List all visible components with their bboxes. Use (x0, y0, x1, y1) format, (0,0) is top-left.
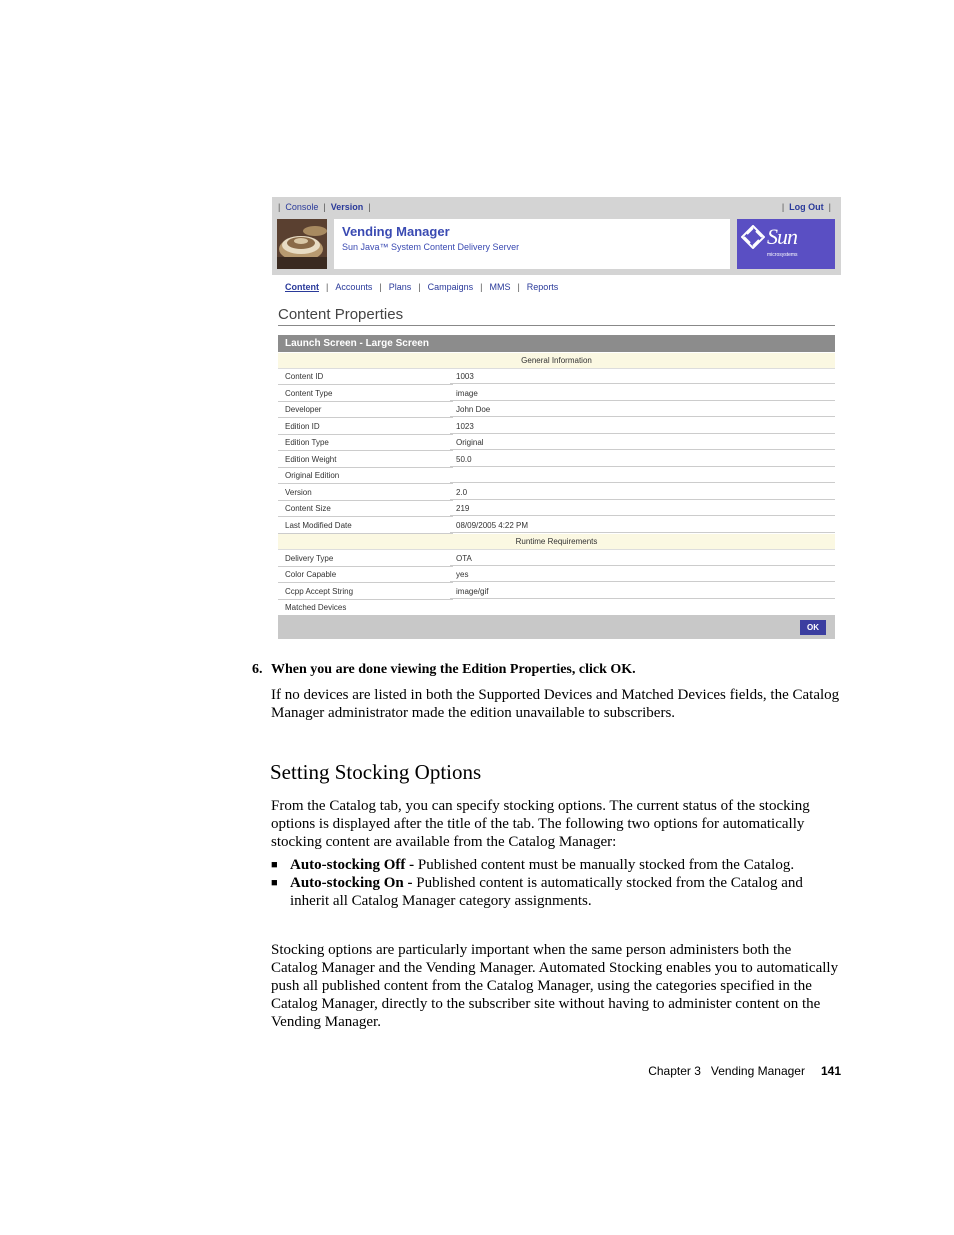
closing-paragraph: Stocking options are particularly important when the same person administers both the Catalog Manager and the Vending Manager. Automated Stocking enables you to automatically push all published content from the Catalog Manager, using the categories specified in the Catalog Manager, directly to the subscriber site without having to administer content on the Vending Manager. (271, 942, 839, 1030)
row-label: Version (278, 485, 453, 501)
sun-diamond-icon (741, 225, 765, 249)
tab-mms[interactable]: MMS (489, 282, 511, 292)
top-links: | Console | Version | (278, 202, 371, 212)
bullet-text: Published content is automatically stocked from the Catalog and inherit all Catalog Manager category assignments. (290, 875, 803, 909)
step-text: When you are done viewing the Edition Properties, click OK. (271, 662, 636, 677)
intro-paragraph: From the Catalog tab, you can specify stocking options. The current status of the stocking options is displayed after the title of the tab. The following two options for automatically stocking content are available from the Catalog Manager: (271, 798, 810, 850)
table-row (278, 369, 835, 385)
table-row (278, 452, 835, 468)
sun-logo-small: microsystems (767, 252, 798, 258)
row-label: Content Type (278, 386, 453, 402)
app-subtitle: Sun Java™ System Content Delivery Server (342, 242, 520, 252)
row-value: image (450, 386, 835, 401)
table-row (278, 435, 835, 451)
step-note: If no devices are listed in both the Supported Devices and Matched Devices fields, the Catalog Manager administrator made the edition unavailable to subscribers. (271, 687, 840, 721)
bullet-square-icon: ■ (271, 877, 278, 889)
page-title: Content Properties (278, 306, 404, 323)
logout-link[interactable]: Log Out (789, 202, 824, 212)
row-value: 1003 (450, 369, 835, 384)
title-divider (278, 325, 835, 326)
table-footer (278, 615, 835, 639)
row-label: Delivery Type (278, 551, 453, 567)
table-row (278, 485, 835, 501)
row-label: Content ID (278, 369, 453, 385)
tab-bar: Content | Accounts | Plans | Campaigns | MMS | Reports (285, 282, 559, 292)
runtime-requirements-header: Runtime Requirements (278, 534, 835, 550)
tab-campaigns[interactable]: Campaigns (427, 282, 474, 292)
row-label: Color Capable (278, 567, 453, 583)
sun-logo (737, 219, 835, 269)
stocking-options-list (271, 856, 841, 910)
table-row (278, 600, 835, 616)
app-title: Vending Manager (342, 224, 450, 239)
bullet-square-icon: ■ (271, 859, 278, 871)
row-value: 2.0 (450, 485, 835, 500)
row-label: Developer (278, 402, 453, 418)
table-row (278, 386, 835, 402)
row-label: Edition Weight (278, 452, 453, 468)
table-row (278, 518, 835, 534)
row-label: Original Edition (278, 468, 453, 484)
version-link[interactable]: Version (330, 202, 364, 212)
top-bar (272, 197, 841, 218)
table-row (278, 419, 835, 435)
page-number: 141 (820, 1064, 841, 1078)
bullet-term: Auto-stocking On - (290, 875, 413, 891)
table-row (278, 402, 835, 418)
general-information-header: General Information (278, 353, 835, 369)
footer-title: Vending Manager (710, 1064, 805, 1078)
row-label: Content Size (278, 501, 453, 517)
bullet-text: Published content must be manually stocked from the Catalog. (414, 857, 795, 873)
tab-reports[interactable]: Reports (526, 282, 559, 292)
row-value: 50.0 (450, 452, 835, 467)
table-row (278, 468, 835, 484)
row-value (450, 468, 835, 483)
app-title-box (334, 219, 730, 269)
logout-area: | Log Out | (781, 202, 831, 212)
row-value: yes (450, 567, 835, 582)
table-row (278, 551, 835, 567)
row-value: John Doe (450, 402, 835, 417)
row-value: 08/09/2005 4:22 PM (450, 518, 835, 533)
film-reel-icon (277, 219, 327, 269)
tab-plans[interactable]: Plans (388, 282, 412, 292)
tab-content[interactable]: Content (285, 282, 319, 292)
ok-button[interactable]: OK (800, 620, 826, 635)
row-value: Original (450, 435, 835, 450)
row-label: Matched Devices (285, 603, 347, 612)
list-item (271, 874, 841, 910)
screenshot-figure (272, 197, 841, 644)
table-row (278, 584, 835, 600)
row-label: Ccpp Accept String (278, 584, 453, 600)
row-value: image/gif (450, 584, 835, 599)
bullet-term: Auto-stocking Off - (290, 857, 415, 873)
section-heading: Setting Stocking Options (270, 760, 482, 784)
page-footer (648, 1064, 841, 1078)
row-value (450, 600, 835, 615)
row-value: OTA (450, 551, 835, 566)
console-link[interactable]: Console (285, 202, 319, 212)
row-label: Edition Type (278, 435, 453, 451)
table-title: Launch Screen - Large Screen (285, 338, 429, 349)
sun-logo-word: Sun (767, 224, 797, 249)
row-value: 219 (450, 501, 835, 516)
step-number: 6. (252, 662, 263, 677)
step-instruction (252, 662, 636, 678)
app-banner (272, 218, 841, 275)
row-label: Last Modified Date (278, 518, 453, 534)
row-value: 1023 (450, 419, 835, 434)
table-title-bar (278, 335, 835, 352)
content-area (272, 275, 841, 644)
footer-chapter: Chapter 3 (648, 1064, 701, 1078)
tab-accounts[interactable]: Accounts (335, 282, 373, 292)
table-row (278, 567, 835, 583)
table-row (278, 501, 835, 517)
list-item (271, 856, 841, 874)
row-label: Edition ID (278, 419, 453, 435)
